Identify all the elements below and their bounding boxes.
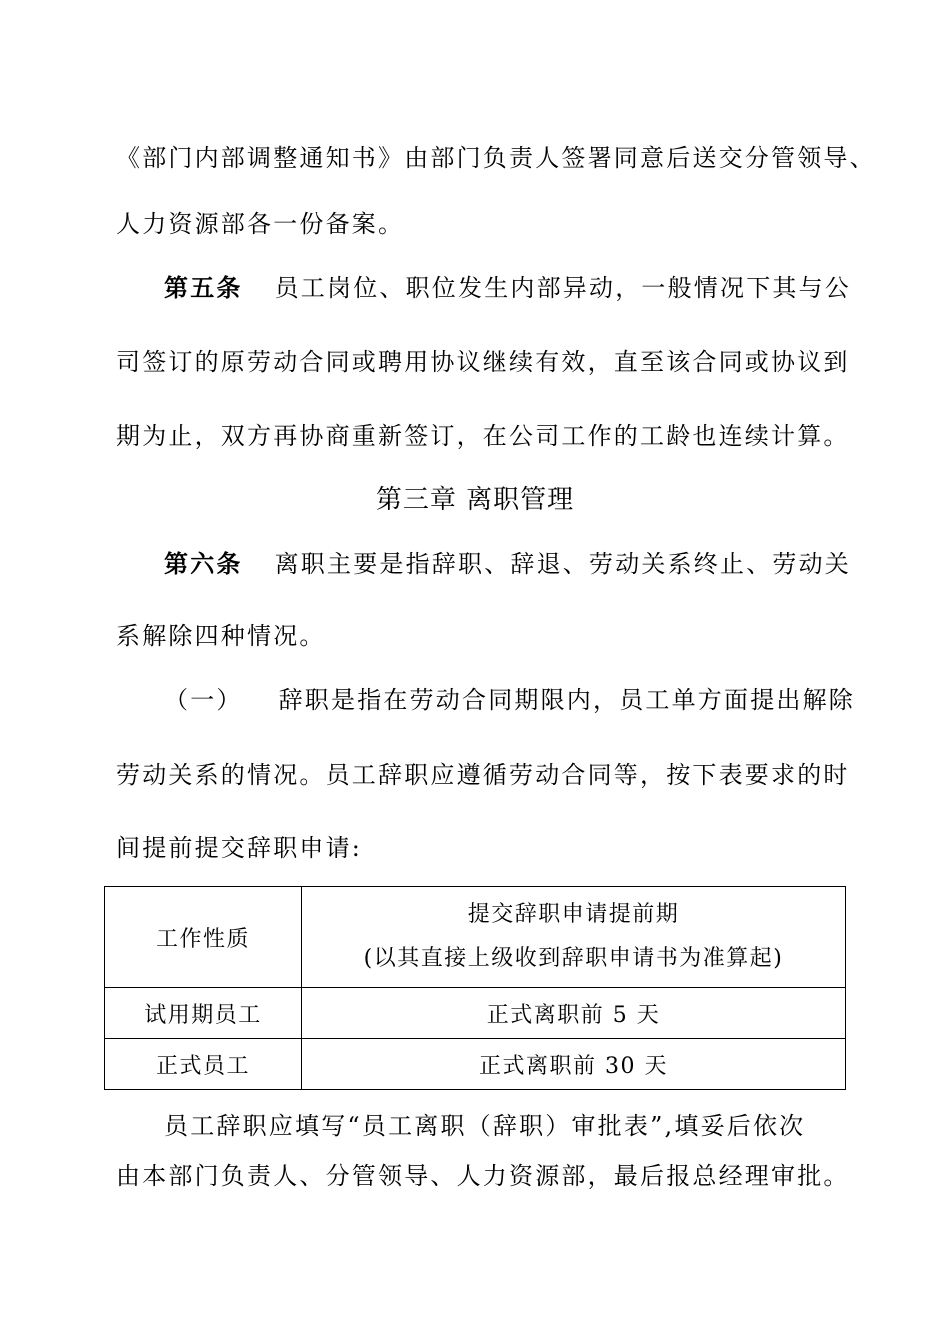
paragraph-line: 由本部门负责人、分管领导、人力资源部，最后报总经理审批。 — [116, 1162, 850, 1190]
paragraph-line: 《部门内部调整通知书》由部门负责人签署同意后送交分管领导、 — [116, 144, 876, 172]
table-header-cell: 工作性质 — [105, 887, 302, 988]
header-note: (以其直接上级收到辞职申请书为准算起) — [363, 946, 784, 971]
chapter-title: 第三章 离职管理 — [375, 485, 575, 515]
table-cell: 正式离职前 30 天 — [302, 1039, 846, 1090]
paragraph-line: 间提前提交辞职申请: — [116, 834, 363, 862]
paragraph-line: 司签订的原劳动合同或聘用协议继续有效，直至该合同或协议到 — [116, 348, 850, 376]
table-row — [105, 1039, 846, 1090]
item-1-line — [164, 685, 855, 715]
article-5-text: 员工岗位、职位发生内部异动，一般情况下其与公 — [274, 274, 852, 302]
resignation-notice-table — [104, 886, 846, 1090]
article-5-line — [164, 273, 851, 303]
article-6-line — [164, 549, 851, 579]
paragraph-line: 人力资源部各一份备案。 — [116, 210, 405, 238]
table-cell: 正式员工 — [105, 1039, 302, 1090]
item-1-text: 辞职是指在劳动合同期限内，员工单方面提出解除 — [278, 686, 856, 714]
article-5-label: 第五条 — [164, 273, 243, 302]
table-header-row — [105, 887, 846, 988]
paragraph-line: 期为止，双方再协商重新签订，在公司工作的工龄也连续计算。 — [116, 422, 850, 450]
header-text: 提交辞职申请提前期 — [467, 902, 680, 927]
table-cell: 试用期员工 — [105, 988, 302, 1039]
article-6-label: 第六条 — [164, 549, 243, 578]
paragraph-line: 劳动关系的情况。员工辞职应遵循劳动合同等，按下表要求的时 — [116, 761, 850, 789]
table-header-cell — [302, 887, 846, 988]
paragraph-line: 员工辞职应填写“员工离职（辞职）审批表”,填妥后依次 — [164, 1112, 806, 1140]
article-6-text: 离职主要是指辞职、辞退、劳动关系终止、劳动关 — [274, 550, 852, 578]
table-row — [105, 988, 846, 1039]
item-1-label: （一） — [164, 686, 243, 714]
paragraph-line: 系解除四种情况。 — [116, 622, 326, 650]
table-cell: 正式离职前 5 天 — [302, 988, 846, 1039]
